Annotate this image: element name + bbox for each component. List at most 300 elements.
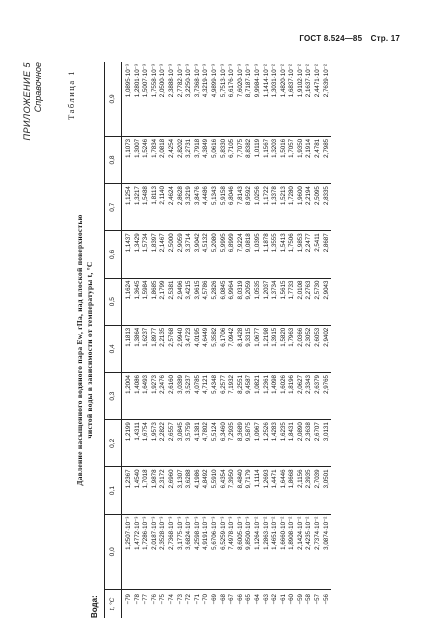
value-cell: 1,9600 xyxy=(297,184,306,231)
value-cell: 2,0108 xyxy=(297,278,306,325)
value-cell: 7,6020·10⁻³ xyxy=(237,62,246,136)
value-cell: 8,9592 xyxy=(245,184,254,231)
value-cell: 2,3528·10⁻³ xyxy=(159,514,168,589)
value-cell: 1,9573 xyxy=(151,420,160,467)
value-cell: 7,9224 xyxy=(237,231,246,278)
table-row xyxy=(220,62,229,618)
value-cell: 1,0395 xyxy=(254,231,263,278)
value-cell: 4,7121 xyxy=(202,372,211,419)
value-cell: 1,9350 xyxy=(297,136,306,183)
table-header-row xyxy=(105,62,122,618)
table-row xyxy=(280,62,289,618)
temperature-cell: −78 xyxy=(133,594,141,605)
value-cell: 1,5615 xyxy=(280,278,289,325)
value-cell: 8,0319 xyxy=(237,278,246,325)
value-cell: 6,5259·10⁻³ xyxy=(220,514,229,589)
value-cell: 1,0967 xyxy=(254,420,263,467)
value-cell: 1,2198 xyxy=(263,325,272,372)
value-cell: 1,1264·10⁻² xyxy=(254,514,263,589)
value-cell: 1,2004 xyxy=(122,372,134,419)
value-cell: 7,4978·10⁻³ xyxy=(228,514,237,589)
temperature-cell: −59 xyxy=(296,594,304,605)
value-cell: 1,7018 xyxy=(142,467,151,514)
value-cell: 4,5786 xyxy=(202,278,211,325)
value-cell: 3,7918 xyxy=(194,136,203,183)
table-row xyxy=(122,62,134,618)
value-cell: 7,8143 xyxy=(237,184,246,231)
column-header: 0,3 xyxy=(105,372,122,419)
column-header: 0,5 xyxy=(105,278,122,325)
temperature-cell: −57 xyxy=(314,594,322,605)
value-cell: 2,7639·10⁻² xyxy=(323,62,332,136)
value-cell: 1,0256 xyxy=(254,184,263,231)
value-cell: 1,3007 xyxy=(134,136,143,183)
temperature-cell: −68 xyxy=(219,594,227,605)
value-cell: 2,1637·10⁻² xyxy=(305,62,314,136)
temperature-cell: −72 xyxy=(185,594,193,605)
value-cell: 6,8046 xyxy=(228,184,237,231)
value-cell: 2,7039 xyxy=(314,467,323,514)
value-cell: 1,2367 xyxy=(122,467,134,514)
value-cell: 2,2763 xyxy=(305,278,314,325)
value-cell: 8,3689 xyxy=(237,420,246,467)
value-cell: 2,5768 xyxy=(168,325,177,372)
value-cell: 3,9615 xyxy=(194,278,203,325)
column-header: 0,0 xyxy=(105,514,122,589)
value-cell: 1,6754 xyxy=(142,420,151,467)
table-row xyxy=(271,62,280,618)
value-cell: 1,1878 xyxy=(263,231,272,278)
value-cell: 2,0187·10⁻³ xyxy=(151,514,160,589)
value-cell: 3,1775·10⁻³ xyxy=(177,514,186,589)
value-cell: 2,4624 xyxy=(168,184,177,231)
temperature-cell: −77 xyxy=(142,594,150,605)
value-cell: 2,6557 xyxy=(168,420,177,467)
value-cell: 4,3849 xyxy=(202,136,211,183)
value-cell: 3,4215 xyxy=(185,278,194,325)
value-cell: 1,5246 xyxy=(142,136,151,183)
value-cell: 2,9043 xyxy=(323,278,332,325)
value-cell: 5,3582 xyxy=(211,325,220,372)
temperature-cell: −60 xyxy=(288,594,296,605)
value-cell: 1,0895·10⁻³ xyxy=(122,62,134,136)
value-cell: 2,4254 xyxy=(168,136,177,183)
value-cell: 6,8999 xyxy=(228,231,237,278)
temperature-cell: −70 xyxy=(202,594,210,605)
value-cell: 1,5984 xyxy=(142,278,151,325)
value-cell: 1,3217 xyxy=(134,184,143,231)
value-cell: 1,1624 xyxy=(122,278,134,325)
value-cell: 1,4086 xyxy=(134,372,143,419)
value-cell: 1,0535 xyxy=(254,278,263,325)
table-row xyxy=(151,62,160,618)
value-cell: 1,8196 xyxy=(288,372,297,419)
value-cell: 1,1114 xyxy=(254,467,263,514)
value-cell: 1,2863·10⁻² xyxy=(263,514,272,589)
table-row xyxy=(159,62,168,618)
value-cell: 7,2935 xyxy=(228,420,237,467)
value-cell: 1,3734 xyxy=(271,278,280,325)
value-cell: 8,7187·10⁻³ xyxy=(245,62,254,136)
value-cell: 2,2477 xyxy=(305,231,314,278)
table-caption xyxy=(75,90,95,610)
value-cell: 2,9765 xyxy=(323,372,332,419)
table-row xyxy=(297,62,306,618)
value-cell: 1,5213 xyxy=(280,184,289,231)
value-cell: 1,7834 xyxy=(151,136,160,183)
value-cell: 2,5411 xyxy=(314,231,323,278)
value-cell: 8,4840 xyxy=(237,467,246,514)
value-cell: 1,6660·10⁻² xyxy=(280,514,289,589)
value-cell: 2,9059 xyxy=(177,231,186,278)
value-cell: 3,0874·10⁻² xyxy=(323,514,332,589)
temperature-cell: −61 xyxy=(279,594,287,605)
value-cell: 1,8113 xyxy=(151,184,160,231)
value-cell: 2,6707 xyxy=(314,420,323,467)
page-header xyxy=(293,34,400,43)
value-cell: 4,9899·10⁻³ xyxy=(211,62,220,136)
value-cell: 2,1799 xyxy=(159,278,168,325)
temperature-cell: −75 xyxy=(159,594,167,605)
temperature-cell: −58 xyxy=(305,594,313,605)
value-cell: 3,6824·10⁻³ xyxy=(185,514,194,589)
table-body xyxy=(122,62,332,618)
value-cell: 7,3950 xyxy=(228,467,237,514)
table-row xyxy=(305,62,314,618)
value-cell: 4,7802 xyxy=(202,420,211,467)
temperature-cell: −62 xyxy=(271,594,279,605)
value-cell: 2,0818 xyxy=(159,136,168,183)
value-cell: 3,0501 xyxy=(323,467,332,514)
value-cell: 2,8202 xyxy=(177,136,186,183)
value-cell: 1,2199 xyxy=(122,420,134,467)
value-cell: 6,4354 xyxy=(220,467,229,514)
value-cell: 4,8492 xyxy=(202,467,211,514)
value-cell: 6,6176·10⁻³ xyxy=(228,62,237,136)
value-cell: 1,9273 xyxy=(151,372,160,419)
value-cell: 1,5413 xyxy=(280,231,289,278)
value-cell: 4,6449 xyxy=(202,325,211,372)
value-cell: 2,5381 xyxy=(168,278,177,325)
value-cell: 5,6706·10⁻³ xyxy=(211,514,220,589)
value-cell: 3,5237 xyxy=(185,372,194,419)
value-cell: 1,3378 xyxy=(271,184,280,231)
value-cell: 4,5132 xyxy=(202,231,211,278)
value-cell: 5,7513·10⁻³ xyxy=(220,62,229,136)
value-cell: 1,6493 xyxy=(142,372,151,419)
value-cell: 8,1428 xyxy=(237,325,246,372)
rotated-page-content xyxy=(22,62,400,618)
value-cell: 2,1140 xyxy=(159,184,168,231)
value-cell: 2,1467 xyxy=(159,231,168,278)
value-cell: 5,1343 xyxy=(211,184,220,231)
table-row xyxy=(314,62,323,618)
value-cell: 2,3343 xyxy=(305,372,314,419)
value-cell: 2,4781 xyxy=(314,136,323,183)
value-cell: 1,7558·10⁻³ xyxy=(151,62,160,136)
value-cell: 1,7963 xyxy=(288,325,297,372)
value-cell: 2,5000 xyxy=(168,231,177,278)
value-cell: 3,3219 xyxy=(185,184,194,231)
value-cell: 5,5124 xyxy=(211,420,220,467)
value-cell: 2,5730 xyxy=(314,278,323,325)
column-header: 0,7 xyxy=(105,184,122,231)
table-row xyxy=(288,62,297,618)
table-row xyxy=(323,62,332,618)
table-row xyxy=(177,62,186,618)
table-row xyxy=(134,62,143,618)
value-cell: 9,9984·10⁻³ xyxy=(254,62,263,136)
table-row xyxy=(185,62,194,618)
value-cell: 1,8908·10⁻² xyxy=(288,514,297,589)
appendix-title: ПРИЛОЖЕНИЕ 5 xyxy=(22,62,32,141)
value-cell: 1,8668 xyxy=(288,467,297,514)
value-cell: 1,4820·10⁻² xyxy=(280,62,289,136)
value-cell: 8,2551 xyxy=(237,372,246,419)
value-cell: 7,7075 xyxy=(237,136,246,183)
value-cell: 2,1914 xyxy=(305,136,314,183)
value-cell: 2,0627 xyxy=(297,372,306,419)
value-cell: 2,0366 xyxy=(297,325,306,372)
value-cell: 1,1722 xyxy=(263,184,272,231)
value-cell: 3,5759 xyxy=(185,420,194,467)
value-cell: 3,0389 xyxy=(177,372,186,419)
value-cell: 1,0821 xyxy=(254,372,263,419)
value-cell: 2,5095 xyxy=(314,184,323,231)
table-row xyxy=(263,62,272,618)
value-cell: 1,5016 xyxy=(280,136,289,183)
value-cell: 1,2361 xyxy=(263,372,272,419)
value-cell: 1,2801·10⁻³ xyxy=(134,62,143,136)
value-cell: 5,4348 xyxy=(211,372,220,419)
value-cell: 4,4486 xyxy=(202,184,211,231)
value-cell: 7,0942 xyxy=(228,325,237,372)
pressure-table xyxy=(104,62,331,618)
value-cell: 2,3052 xyxy=(305,325,314,372)
value-cell: 1,2507·10⁻³ xyxy=(122,514,134,589)
value-cell: 1,8977 xyxy=(151,325,160,372)
value-cell: 1,2693 xyxy=(263,467,272,514)
page-number: Стр. 17 xyxy=(370,34,400,43)
column-header: 0,2 xyxy=(105,420,122,467)
value-cell: 6,0845 xyxy=(220,278,229,325)
value-cell: 1,4471 xyxy=(271,467,280,514)
value-cell: 6,9964 xyxy=(228,278,237,325)
value-cell: 3,7368·10⁻³ xyxy=(194,62,203,136)
value-cell: 9,2059 xyxy=(245,278,254,325)
caption-line-1: Давление насыщенного водяного пара Ew, гПа, над плоской поверхностью xyxy=(75,214,84,486)
caption-line-2: чистой воды в зависимости от температуры t, °C xyxy=(85,261,94,439)
temperature-cell: −56 xyxy=(322,594,330,605)
value-cell: 6,2577 xyxy=(220,372,229,419)
value-cell: 3,2731 xyxy=(185,136,194,183)
value-cell: 2,8335 xyxy=(323,184,332,231)
value-cell: 1,0677 xyxy=(254,325,263,372)
value-cell: 1,8685 xyxy=(151,278,160,325)
appendix-subtitle: Справочное xyxy=(33,62,43,113)
value-cell: 1,1254 xyxy=(122,184,134,231)
value-cell: 2,9940 xyxy=(177,325,186,372)
table-row xyxy=(228,62,237,618)
value-cell: 5,2826 xyxy=(211,278,220,325)
value-cell: 8,6005·10⁻³ xyxy=(237,514,246,589)
temperature-cell: −74 xyxy=(167,594,175,605)
value-cell: 9,4587 xyxy=(245,372,254,419)
value-cell: 3,4723 xyxy=(185,325,194,372)
value-cell: 1,3203 xyxy=(271,136,280,183)
value-cell: 2,6160 xyxy=(168,372,177,419)
value-cell: 1,0119 xyxy=(254,136,263,183)
value-cell: 2,6960 xyxy=(168,467,177,514)
value-cell: 3,1307 xyxy=(177,467,186,514)
table-row xyxy=(194,62,203,618)
value-cell: 3,0845 xyxy=(177,420,186,467)
value-cell: 2,3172 xyxy=(159,467,168,514)
value-cell: 4,9191·10⁻³ xyxy=(202,514,211,589)
value-cell: 1,1073 xyxy=(122,136,134,183)
value-cell: 6,1706 xyxy=(220,325,229,372)
value-cell: 1,9102·10⁻² xyxy=(297,62,306,136)
value-cell: 2,3935 xyxy=(305,467,314,514)
value-cell: 1,1567 xyxy=(263,136,272,183)
value-cell: 1,7057 xyxy=(288,136,297,183)
value-cell: 9,5875 xyxy=(245,420,254,467)
value-cell: 2,2822 xyxy=(159,420,168,467)
value-cell: 4,2598·10⁻³ xyxy=(194,514,203,589)
value-cell: 2,4471·10⁻² xyxy=(314,62,323,136)
value-cell: 1,7286·10⁻³ xyxy=(142,514,151,589)
value-cell: 6,3460 xyxy=(220,420,229,467)
value-cell: 5,2080 xyxy=(211,231,220,278)
value-cell: 1,4311 xyxy=(134,420,143,467)
column-header: 0,6 xyxy=(105,231,122,278)
value-cell: 2,7985 xyxy=(323,136,332,183)
value-cell: 2,8628 xyxy=(177,184,186,231)
value-cell: 1,3915 xyxy=(271,325,280,372)
column-header: 0,4 xyxy=(105,325,122,372)
value-cell: 2,6053 xyxy=(314,325,323,372)
column-header: t, °C xyxy=(105,590,122,619)
value-cell: 7,1932 xyxy=(228,372,237,419)
value-cell: 1,4283 xyxy=(271,420,280,467)
table-row xyxy=(237,62,246,618)
value-cell: 9,3315 xyxy=(245,325,254,372)
value-cell: 1,4098 xyxy=(271,372,280,419)
value-cell: 1,2037 xyxy=(263,278,272,325)
column-header: 0,8 xyxy=(105,136,122,183)
value-cell: 5,0616 xyxy=(211,136,220,183)
temperature-cell: −67 xyxy=(228,594,236,605)
value-cell: 1,1813 xyxy=(122,325,134,372)
value-cell: 2,9496 xyxy=(177,278,186,325)
column-header: 0,1 xyxy=(105,467,122,514)
value-cell: 2,4235·10⁻² xyxy=(305,514,314,589)
temperature-cell: −64 xyxy=(253,594,261,605)
value-cell: 2,7368·10⁻³ xyxy=(168,514,177,589)
value-cell: 9,8500·10⁻³ xyxy=(245,514,254,589)
value-cell: 2,2135 xyxy=(159,325,168,372)
table-row xyxy=(254,62,263,618)
value-cell: 1,2526 xyxy=(263,420,272,467)
value-cell: 4,3219·10⁻³ xyxy=(202,62,211,136)
value-cell: 2,3888·10⁻³ xyxy=(168,62,177,136)
value-cell: 1,3031·10⁻² xyxy=(271,62,280,136)
value-cell: 3,3714 xyxy=(185,231,194,278)
value-cell: 1,9878 xyxy=(151,467,160,514)
value-cell: 6,7105 xyxy=(228,136,237,183)
temperature-cell: −66 xyxy=(236,594,244,605)
value-cell: 8,8382 xyxy=(245,136,254,183)
value-cell: 1,9853 xyxy=(297,231,306,278)
column-header: 0,9 xyxy=(105,62,122,136)
value-cell: 1,6235 xyxy=(280,420,289,467)
value-cell: 1,4651·10⁻² xyxy=(271,514,280,589)
value-cell: 1,3555 xyxy=(271,231,280,278)
appendix-block xyxy=(22,62,44,141)
value-cell: 1,4772·10⁻³ xyxy=(134,514,143,589)
value-cell: 2,1156 xyxy=(297,467,306,514)
value-cell: 1,7733 xyxy=(288,278,297,325)
value-cell: 4,0195 xyxy=(194,325,203,372)
value-cell: 1,6837·10⁻² xyxy=(288,62,297,136)
value-cell: 2,8687 xyxy=(323,231,332,278)
value-cell: 3,2250·10⁻³ xyxy=(185,62,194,136)
value-cell: 3,0131 xyxy=(323,420,332,467)
value-cell: 1,6026 xyxy=(280,372,289,419)
value-cell: 4,1381 xyxy=(194,420,203,467)
value-cell: 1,4540 xyxy=(134,467,143,514)
table-row xyxy=(211,62,220,618)
value-cell: 2,1424·10⁻² xyxy=(297,514,306,589)
gost-number: ГОСТ 8.524—85 xyxy=(299,34,363,43)
value-cell: 3,6288 xyxy=(185,467,194,514)
value-cell: 1,3645 xyxy=(134,278,143,325)
temperature-cell: −63 xyxy=(262,594,270,605)
table-row xyxy=(202,62,211,618)
value-cell: 5,8330 xyxy=(220,136,229,183)
temperature-cell: −71 xyxy=(193,594,201,605)
value-cell: 2,3638 xyxy=(305,420,314,467)
value-cell: 2,2476 xyxy=(159,372,168,419)
value-cell: 1,3429 xyxy=(134,231,143,278)
value-cell: 1,8397 xyxy=(151,231,160,278)
value-cell: 5,9158 xyxy=(220,184,229,231)
value-cell: 2,0500·10⁻³ xyxy=(159,62,168,136)
table-row xyxy=(168,62,177,618)
value-cell: 1,5488 xyxy=(142,184,151,231)
value-cell: 1,6446 xyxy=(280,467,289,514)
table-number: Таблица 1 xyxy=(66,70,76,120)
section-label: Вода: xyxy=(90,595,99,618)
value-cell: 4,0785 xyxy=(194,372,203,419)
value-cell: 1,5820 xyxy=(280,325,289,372)
value-cell: 1,8431 xyxy=(288,420,297,467)
value-cell: 2,7782·10⁻³ xyxy=(177,62,186,136)
value-cell: 1,7506 xyxy=(288,231,297,278)
temperature-cell: −79 xyxy=(125,594,132,605)
value-cell: 9,7179 xyxy=(245,467,254,514)
value-cell: 4,1986 xyxy=(194,467,203,514)
value-cell: 2,0890 xyxy=(297,420,306,467)
value-cell: 2,2194 xyxy=(305,184,314,231)
value-cell: 1,6237 xyxy=(142,325,151,372)
table-row xyxy=(245,62,254,618)
value-cell: 1,5007·10⁻³ xyxy=(142,62,151,136)
temperature-cell: −76 xyxy=(150,594,158,605)
value-cell: 2,6379 xyxy=(314,372,323,419)
value-cell: 5,9995 xyxy=(220,231,229,278)
value-cell: 1,3864 xyxy=(134,325,143,372)
